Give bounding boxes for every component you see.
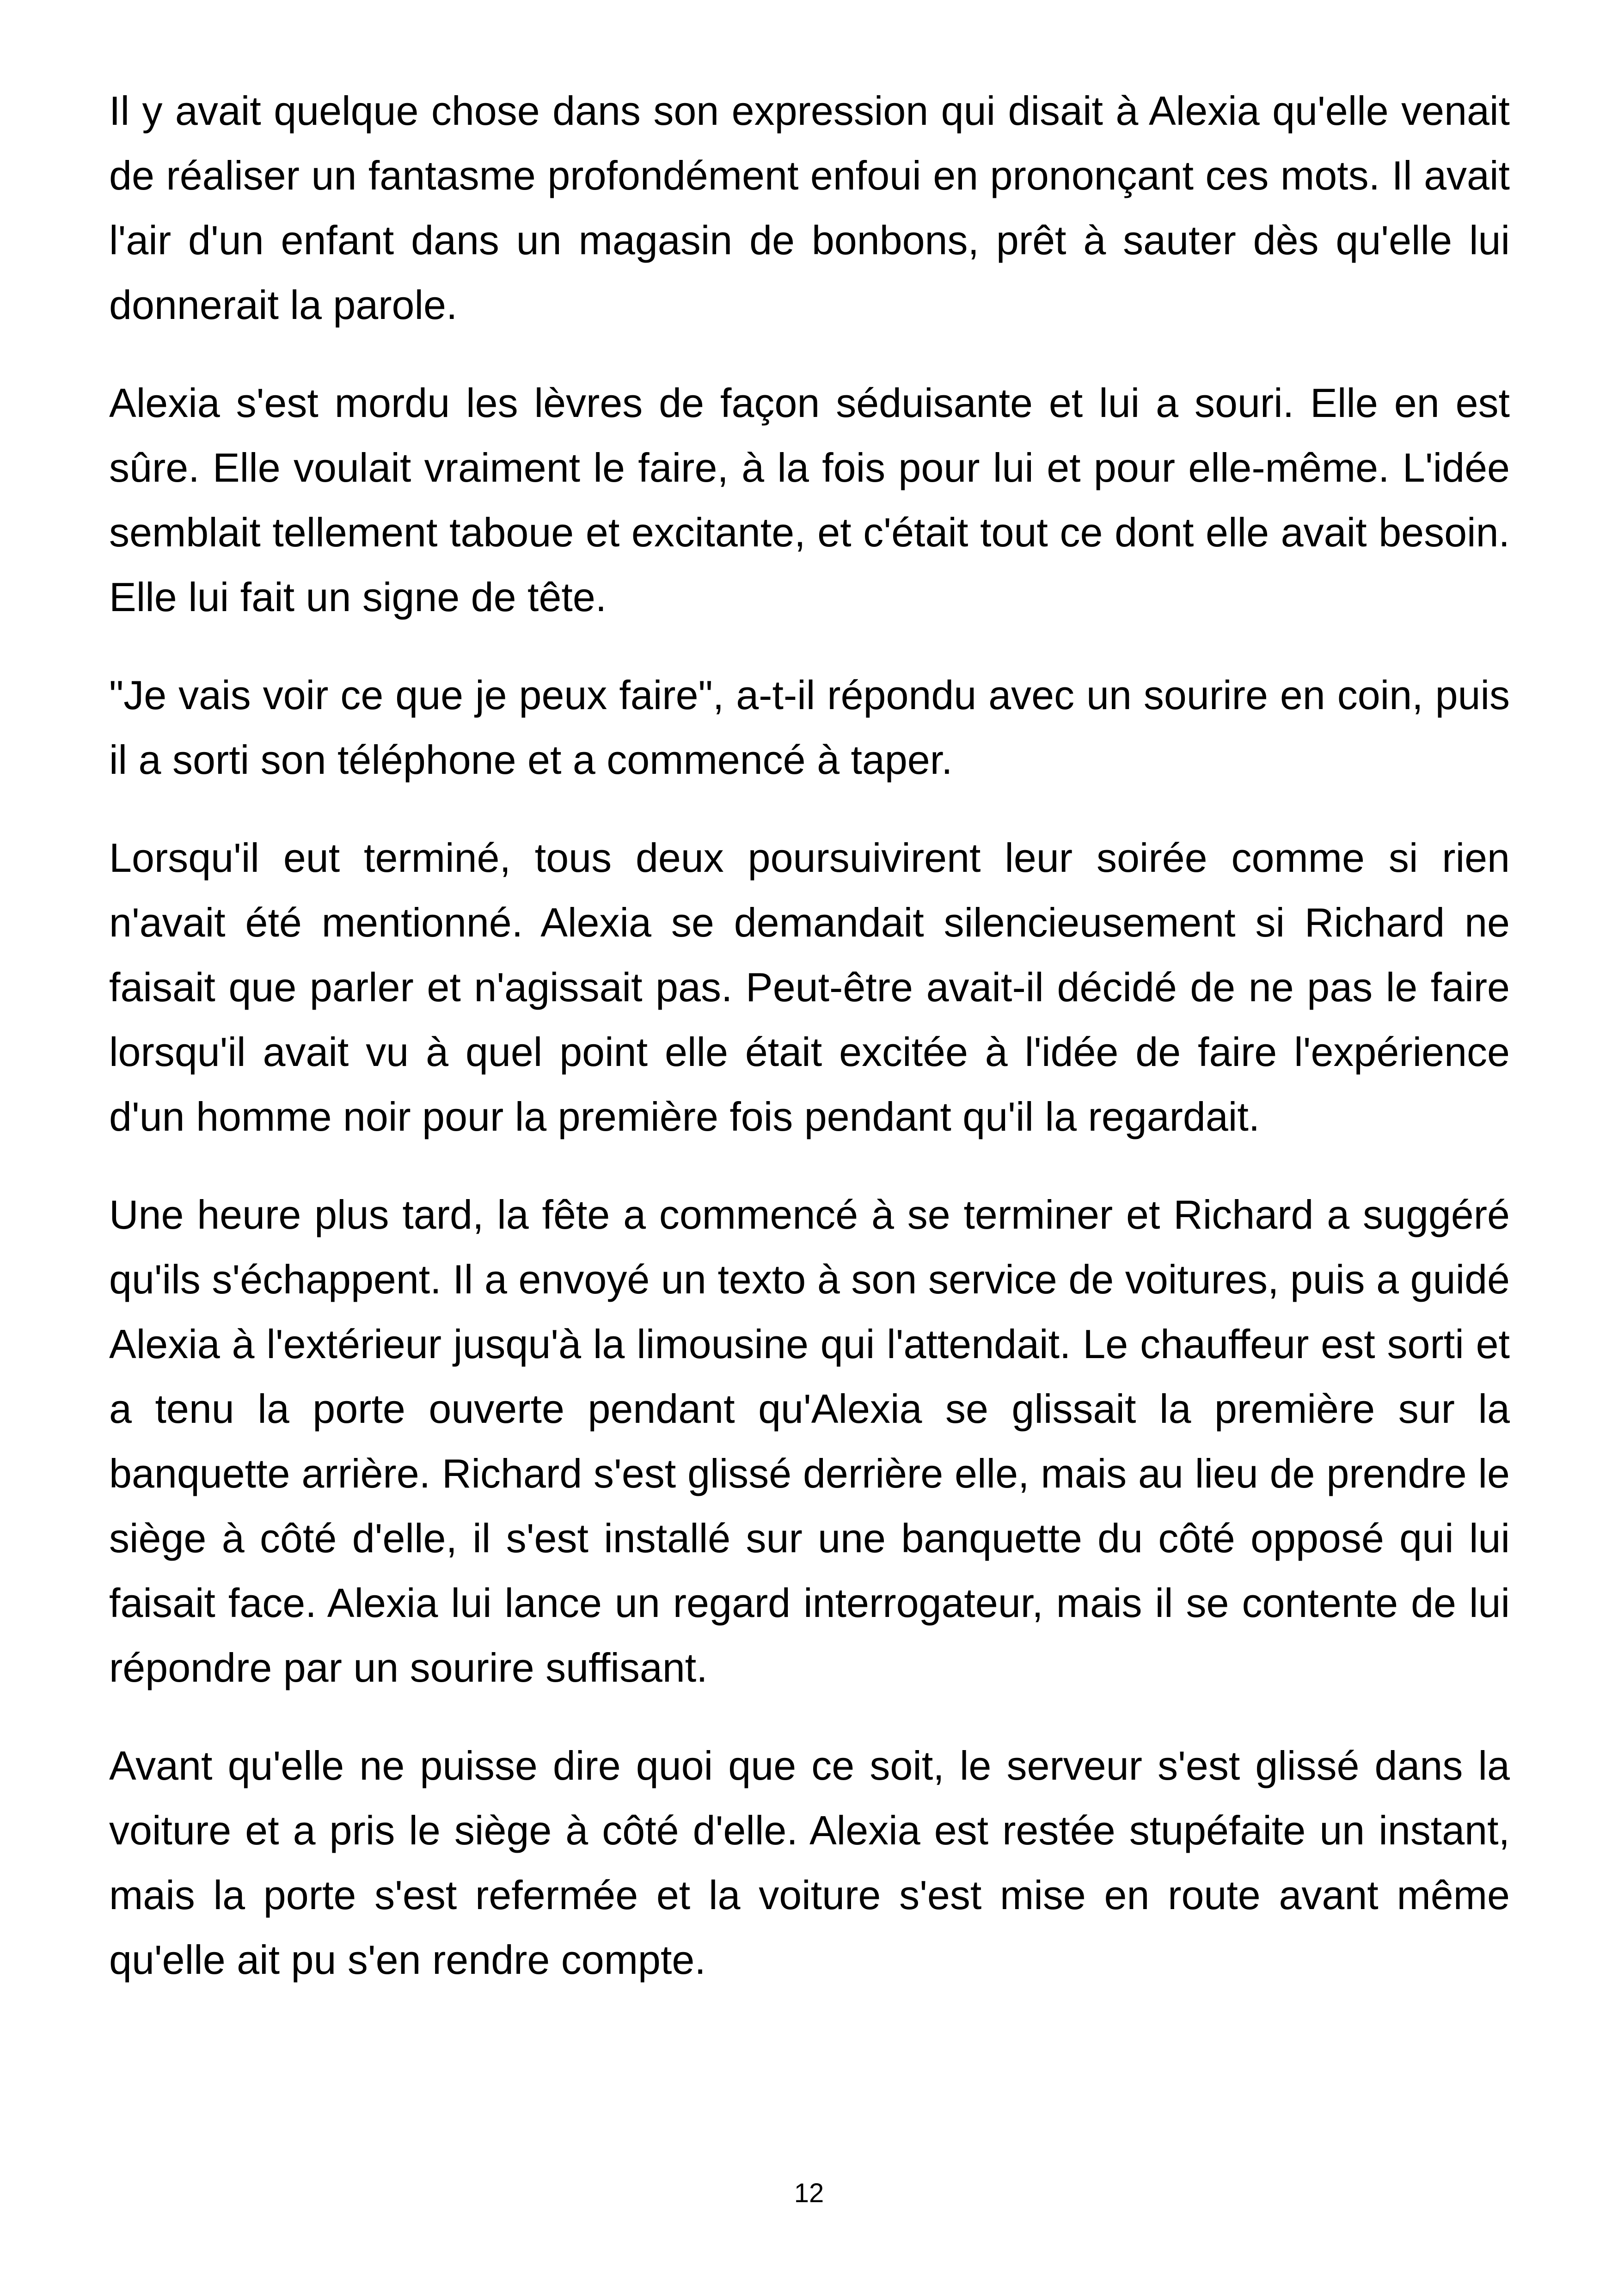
paragraph-2: Alexia s'est mordu les lèvres de façon séduisante et lui a souri. Elle en est sûre. Elle voulait vraiment le faire, à la fois pour lui et pour elle-même. L'idée semblait tellement taboue et excitante, et c'était tout ce dont elle avait besoin. Elle lui fait un signe de tête.	[109, 380, 1510, 620]
paragraph-4: Lorsqu'il eut terminé, tous deux poursuivirent leur soirée comme si rien n'avait été mentionné. Alexia se demandait silencieusement si Richard ne faisait que parler et n'agissait pas. Peut-être avait-il décidé de ne pas le faire lorsqu'il avait vu à quel point elle était excitée à l'idée de faire l'expérience d'un homme noir pour la première fois pendant qu'il la regardait.	[109, 835, 1510, 1139]
paragraph-5: Une heure plus tard, la fête a commencé à se terminer et Richard a suggéré qu'ils s'échappent. Il a envoyé un texto à son service de voitures, puis a guidé Alexia à l'extérieur jusqu'à la limousine qui l'attendait. Le chauffeur est sorti et a tenu la porte ouverte pendant qu'Alexia se glissait la première sur la banquette arrière. Richard s'est glissé derrière elle, mais au lieu de prendre le siège à côté d'elle, il s'est installé sur une banquette du côté opposé qui lui faisait face. Alexia lui lance un regard interrogateur, mais il se contente de lui répondre par un sourire suffisant.	[109, 1192, 1510, 1690]
paragraph-1: Il y avait quelque chose dans son expression qui disait à Alexia qu'elle venait de réaliser un fantasme profondément enfoui en prononçant ces mots. Il avait l'air d'un enfant dans un magasin de bonbons, prêt à sauter dès qu'elle lui donnerait la parole.	[109, 88, 1510, 328]
body-text	[109, 79, 1510, 2026]
paragraph-6: Avant qu'elle ne puisse dire quoi que ce soit, le serveur s'est glissé dans la voiture et a pris le siège à côté d'elle. Alexia est restée stupéfaite un instant, mais la porte s'est refermée et la voiture s'est mise en route avant même qu'elle ait pu s'en rendre compte.	[109, 1743, 1510, 1983]
paragraph-3: "Je vais voir ce que je peux faire", a-t-il répondu avec un sourire en coin, puis il a sorti son téléphone et a commencé à taper.	[109, 672, 1510, 783]
page-number: 12	[794, 2178, 824, 2208]
